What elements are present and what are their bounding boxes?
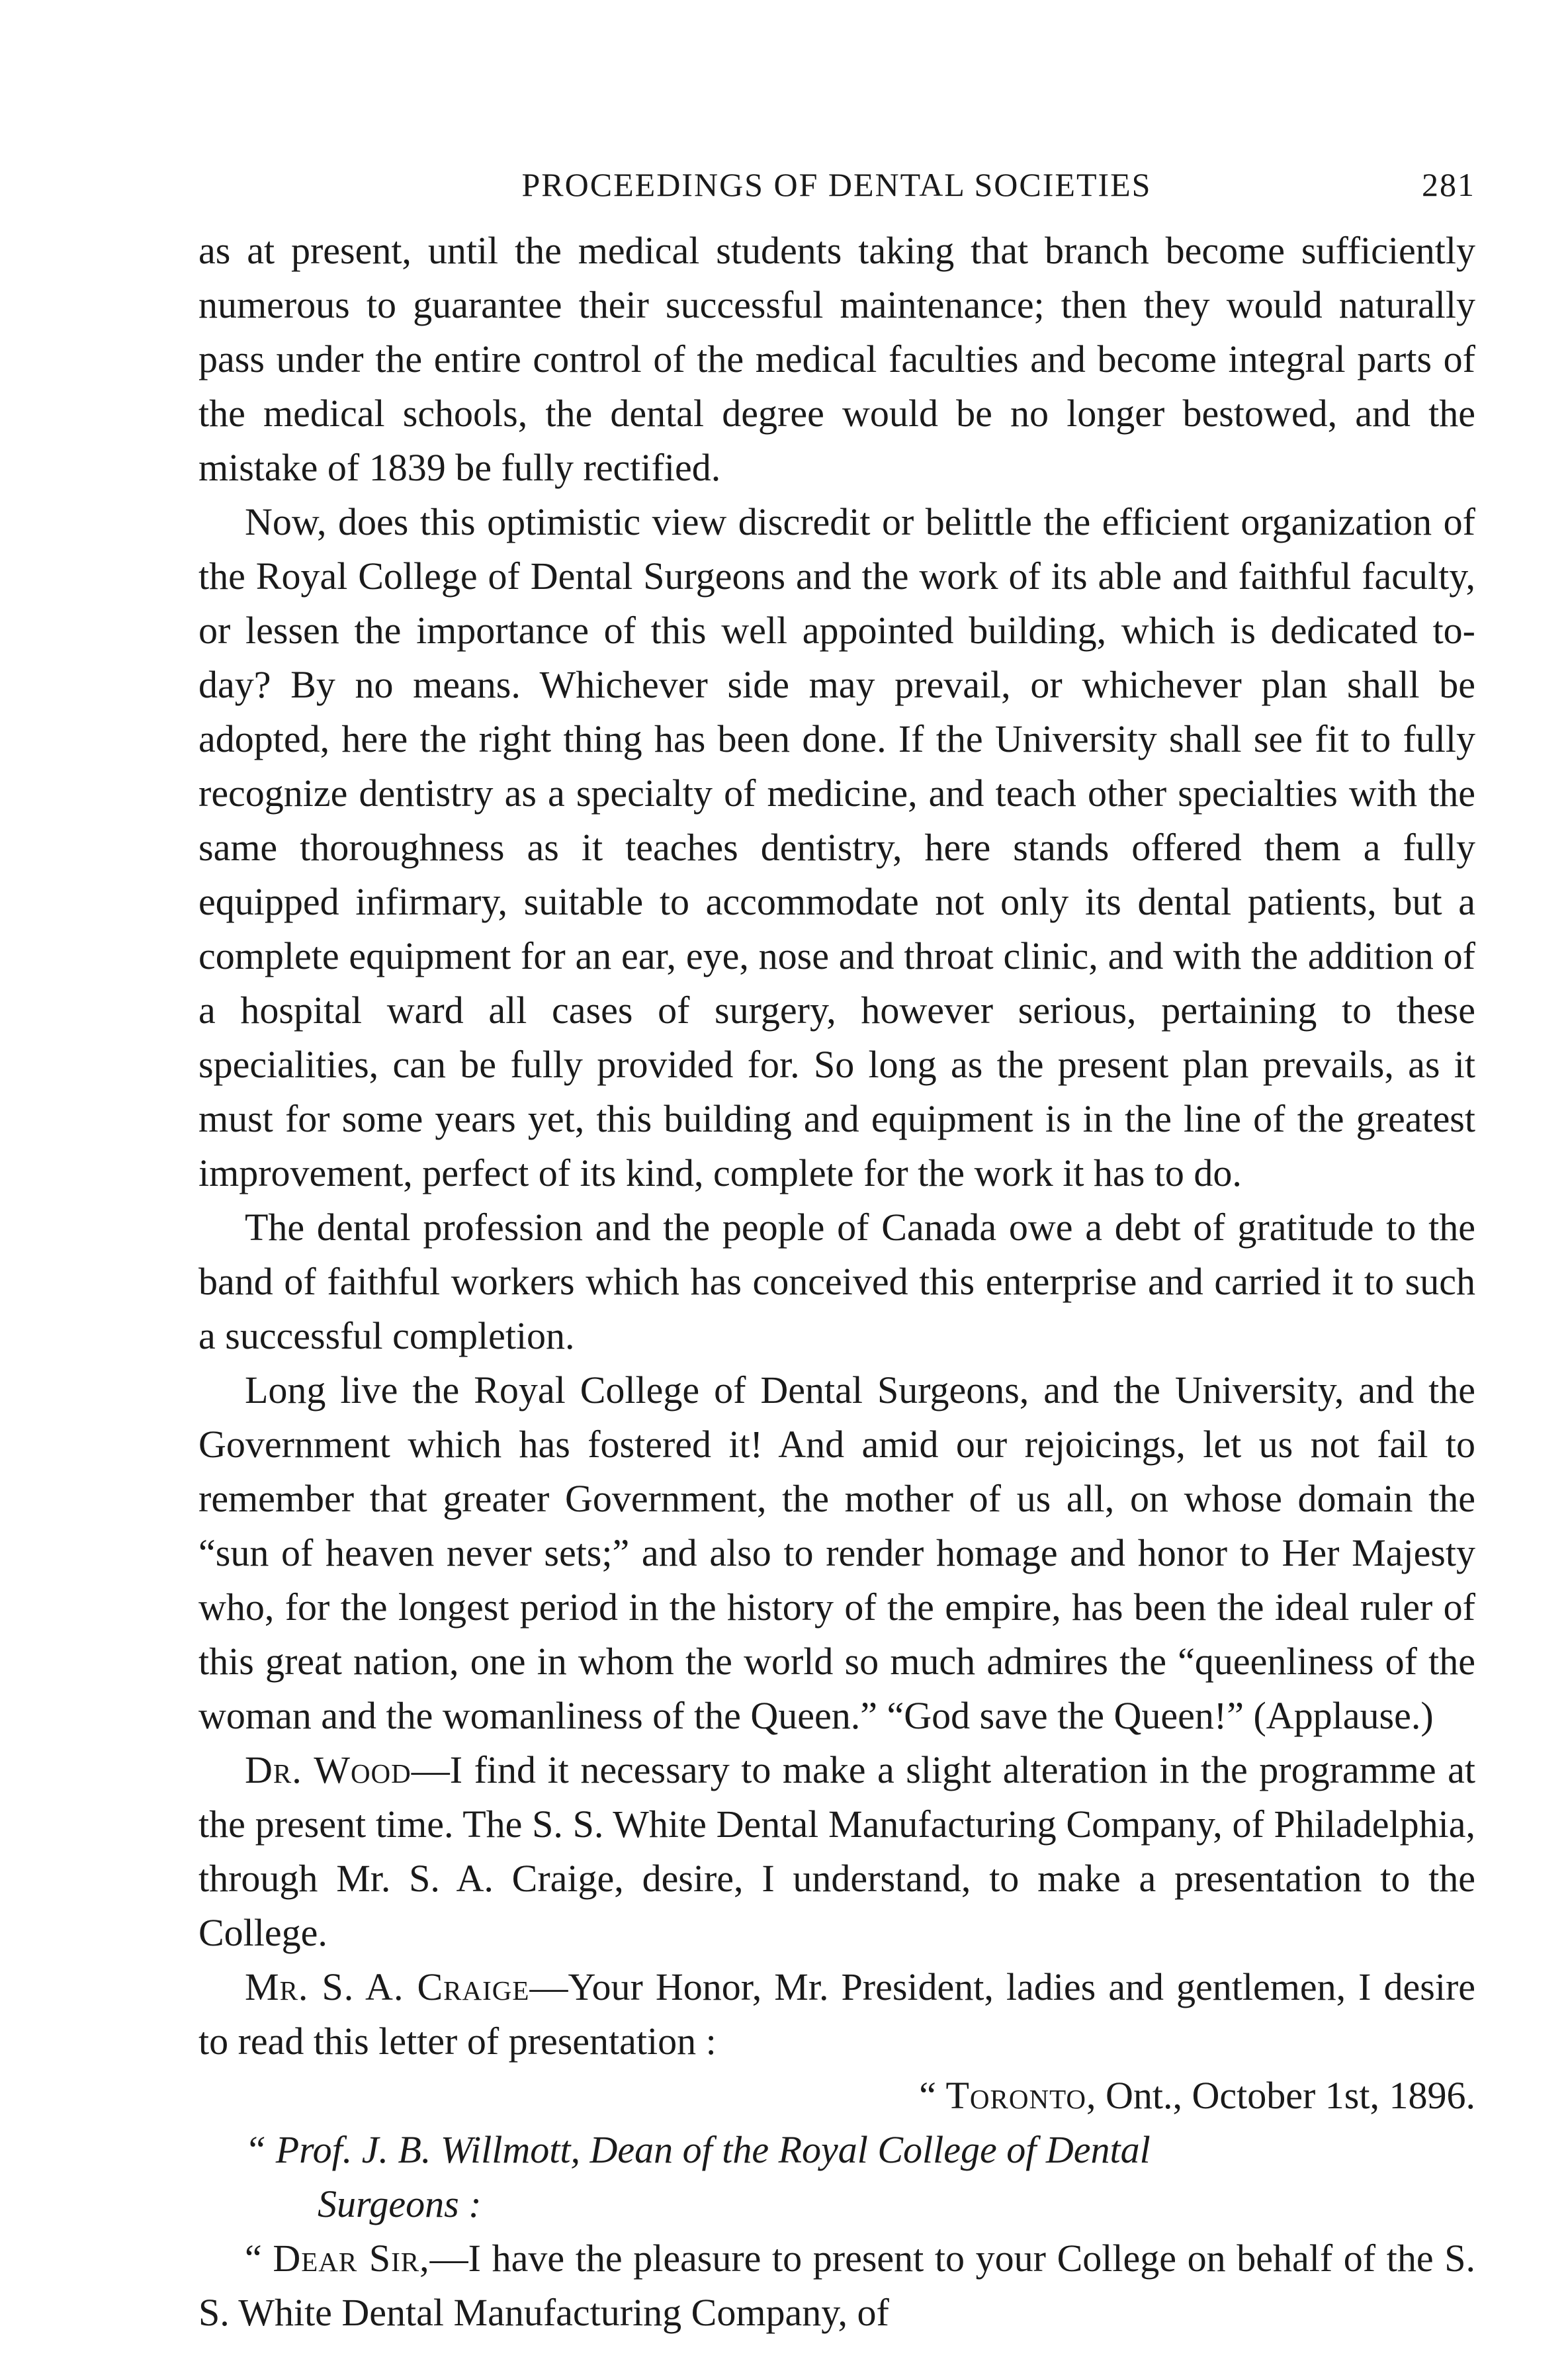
letter-text: —I have the pleasure to present to your College on behalf of the S. S. White Dental Manufacturing Company, of <box>198 2237 1475 2334</box>
date-rest: , Ont., October 1st, 1896. <box>1086 2074 1475 2117</box>
speech-paragraph <box>198 1960 1475 2069</box>
speaker-name: Mr. S. A. Craige <box>245 1965 530 2008</box>
paragraph-continuation: as at present, until the medical students taking that branch become sufficiently numerous to guarantee their successful maintenance; then they would naturally pass under the entire control of the medical faculties and become integral parts of the medical schools, the dental degree would be no longer bestowed, and the mistake of 1839 be fully rectified. <box>198 229 1475 489</box>
date-city: Toronto <box>945 2074 1086 2117</box>
paragraph: Long live the Royal College of Dental Surgeons, and the University, and the Government which has fostered it! And amid our rejoicings, let us not fail to remember that greater Government, the mother of us all, on whose domain the “sun of heaven never sets;” and also to render homage and honor to Her Majesty who, for the longest period in the history of the empire, has been the ideal ruler of this great nation, one in whom the world so much admires the “queenliness of the woman and the womanliness of the Queen.” “God save the Queen!” (Applause.) <box>198 1368 1475 1737</box>
speech-text: —I find it necessary to make a slight alteration in the programme at the present time. The S. S. White Dental Manufacturing Company, of Philadelphia, through Mr. S. A. Craige, desire, I understand, to make a presentation to the College. <box>198 1748 1475 1954</box>
speech-text: —Your Honor, Mr. President, ladies and gentlemen, I desire to read this letter of presentation : <box>198 1965 1475 2063</box>
letter-greeting: Dear Sir, <box>273 2237 430 2280</box>
letter-address <box>198 2123 1475 2231</box>
page-number: 281 <box>1422 166 1475 203</box>
greeting-quote: “ <box>245 2237 273 2280</box>
date-quote: “ <box>919 2074 946 2117</box>
speaker-name: Dr. Wood <box>245 1748 412 1791</box>
address-line: “ Prof. J. B. Willmott, Dean of the Royal College of Dental <box>245 2128 1151 2171</box>
paragraph: Now, does this optimistic view discredit or belittle the efficient organization of the Royal College of Dental Surgeons and the work of its able and faithful faculty, or lessen the importance of this well appointed building, which is dedicated to-day? By no means. Whichever side may prevail, or whichever plan shall be adopted, here the right thing has been done. If the University shall see fit to fully recognize dentistry as a specialty of medicine, and teach other specialties with the same thoroughness as it teaches dentistry, here stands offered them a fully equipped infirmary, suitable to accommodate not only its dental patients, but a complete equipment for an ear, eye, nose and throat clinic, and with the addition of a hospital ward all cases of surgery, however serious, pertaining to these specialities, can be fully provided for. So long as the present plan prevails, as it must for some years yet, this building and equipment is in the line of the greatest improvement, perfect of its kind, complete for the work it has to do. <box>198 500 1475 1194</box>
address-line: Surgeons : <box>318 2182 482 2225</box>
speech-paragraph <box>198 1743 1475 1960</box>
paragraph: The dental profession and the people of Canada owe a debt of gratitude to the band of faithful workers which has conceived this enterprise and carried it to such a successful completion. <box>198 1206 1475 1357</box>
running-title: PROCEEDINGS OF DENTAL SOCIETIES <box>521 166 1152 203</box>
document-page <box>198 165 1475 2340</box>
letter-body <box>198 2231 1475 2340</box>
body-text <box>198 224 1475 2340</box>
letter-date <box>198 2069 1475 2123</box>
running-head <box>198 165 1475 204</box>
